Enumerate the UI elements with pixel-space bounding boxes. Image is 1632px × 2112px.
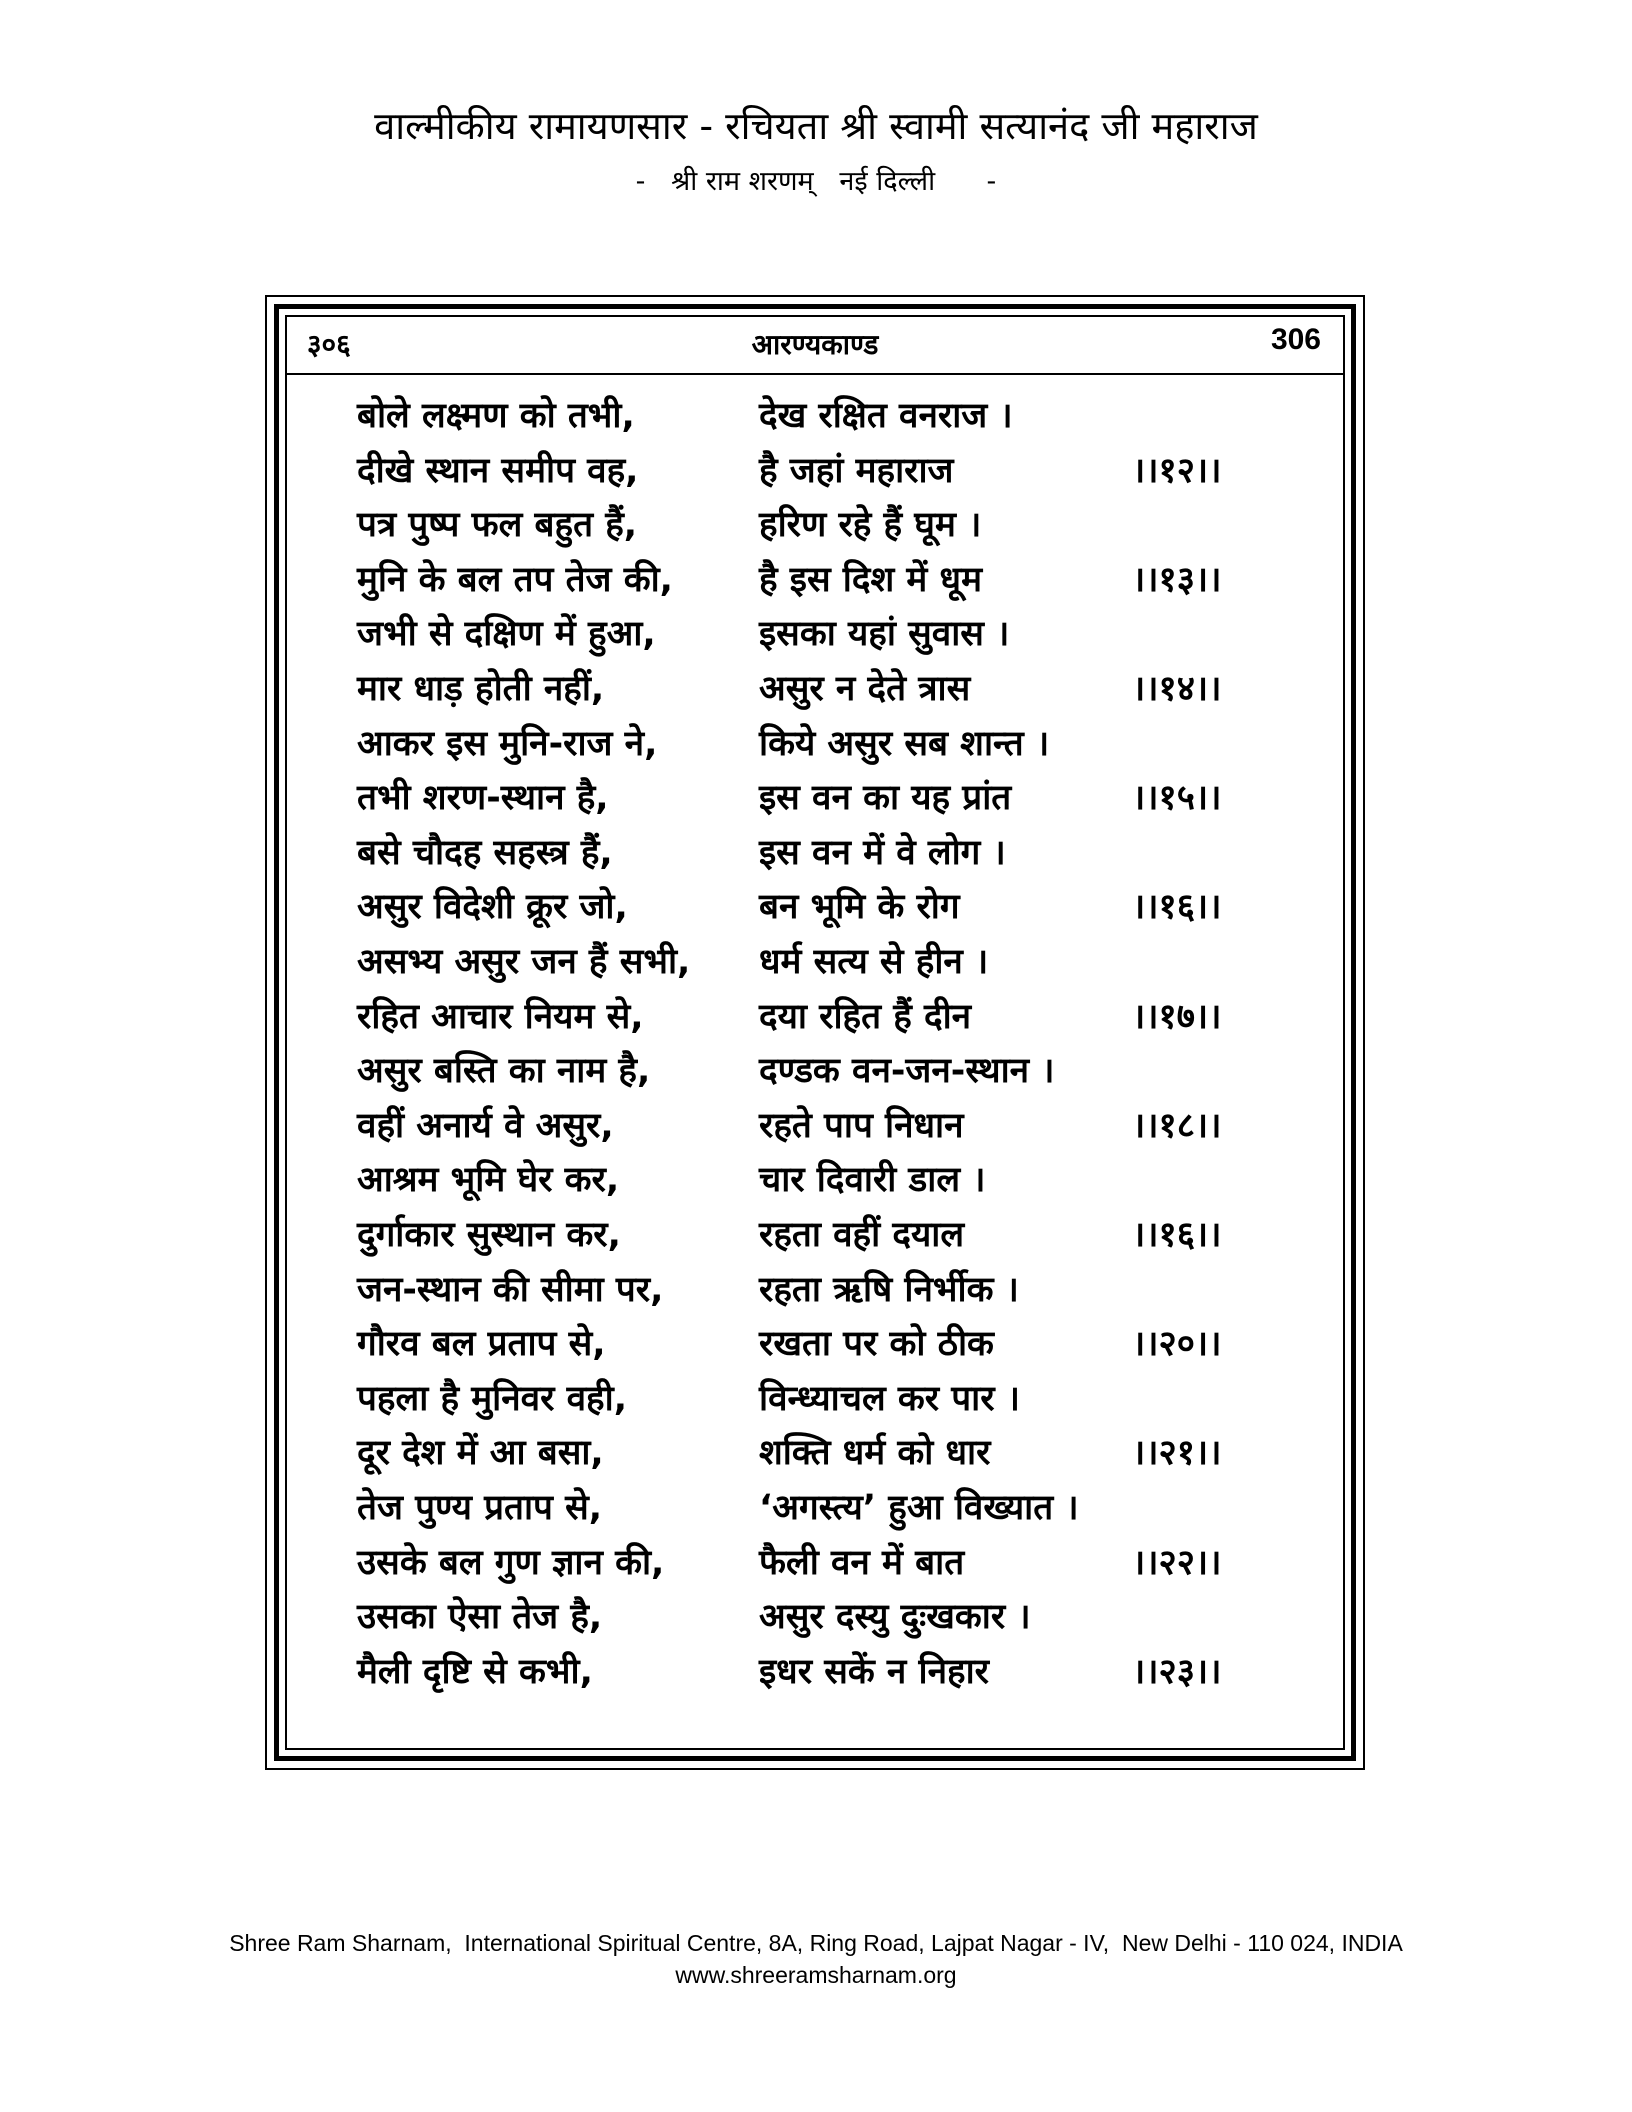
verse-line [287,662,1343,717]
verse-line [287,1263,1343,1318]
verse-second-half: ‘अगस्त्य’ हुआ विख्यात । [759,1488,1079,1528]
document-title: वाल्मीकीय रामायणसार - रचियता श्री स्वामी सत्यानंद जी महाराज [374,104,1258,148]
verse-second-half: शक्ति धर्म को धार [759,1433,991,1474]
verse-number: ।।१३।। [1132,559,1222,600]
section-title: आरण्यकाण्ड [751,328,879,361]
page-number: 306 [1270,323,1321,356]
verse-first-half: जन-स्थान की सीमा पर, [357,1269,664,1310]
verse-line [287,880,1343,935]
verse-first-half: आकर इस मुनि-राज ने, [357,723,658,764]
verse-line [287,1426,1343,1481]
verse-first-half: वहीं अनार्य वे असुर, [357,1105,614,1146]
verse-second-half: दया रहित हैं दीन [759,996,972,1037]
verse-second-half: देख रक्षित वनराज । [759,396,1013,436]
verse-first-half: तभी शरण-स्थान है, [357,778,609,819]
verse-line [287,1317,1343,1372]
verse-second-half: किये असुर सब शान्त । [759,723,1050,764]
verse-first-half: आश्रम भूमि घेर कर, [357,1160,620,1201]
verse-first-half: मैली दृष्टि से कभी, [357,1651,593,1692]
verse-first-half: असुर बस्ति का नाम है, [357,1051,651,1092]
verse-second-half: बन भूमि के रोग [759,887,960,928]
verse-line [287,1481,1343,1536]
verse-second-half: धर्म सत्य से हीन । [759,942,989,982]
verse-first-half: जभी से दक्षिण में हुआ, [357,614,656,655]
verse-first-half: असुर विदेशी क्रूर जो, [357,887,628,928]
page-frame [265,295,1365,1770]
verse-line [287,717,1343,772]
verse-first-half: बसे चौदह सहस्त्र हैं, [357,832,613,873]
verse-line [287,826,1343,881]
verse-line [287,1645,1343,1700]
verse-number: ।।२०।। [1132,1324,1222,1365]
verse-line [287,935,1343,990]
verse-line [287,444,1343,499]
verse-second-half: रहता वहीं दयाल [759,1215,965,1255]
verse-line [287,1044,1343,1099]
document-subtitle: - श्री राम शरणम् नई दिल्ली - [635,166,997,197]
verse-first-half: उसका ऐसा तेज है, [357,1597,603,1638]
verse-line [287,1153,1343,1208]
verse-second-half: फैली वन में बात [759,1542,965,1583]
verse-first-half: पत्र पुष्प फल बहुत हैं, [357,505,638,546]
verse-first-half: मुनि के बल तप तेज की, [357,559,673,600]
verse-line [287,607,1343,662]
verse-number: ।।१८।। [1132,1105,1222,1146]
verse-first-half: पहला है मुनिवर वही, [357,1378,628,1419]
verse-line [287,990,1343,1045]
footer-address: Shree Ram Sharnam, International Spiritual Centre, 8A, Ring Road, Lajpat Nagar - IV, New Delhi - 110 024, INDIA [229,1930,1403,1956]
verse-first-half: तेज पुण्य प्रताप से, [357,1488,603,1528]
verse-number: ।।१६।। [1132,887,1222,928]
verse-second-half: है जहां महाराज [759,450,954,491]
verse-line [287,1372,1343,1427]
verse-second-half: रखता पर को ठीक [759,1324,994,1365]
verse-first-half: उसके बल गुण ज्ञान की, [357,1542,665,1583]
verse-second-half: असुर दस्यु दुःखकार । [759,1597,1031,1638]
verse-first-half: दुर्गाकार सुस्थान कर, [357,1215,621,1255]
verse-second-half: चार दिवारी डाल । [759,1160,986,1201]
verse-number: ।।१४।। [1132,669,1222,709]
verse-number: ।।२१।। [1132,1433,1222,1474]
verse-line [287,1099,1343,1154]
verse-line [287,1590,1343,1645]
verse-line [287,1536,1343,1591]
verse-line [287,553,1343,608]
verse-number: ।।१२।। [1132,450,1222,491]
verse-first-half: दूर देश में आ बसा, [357,1433,604,1474]
verse-second-half: इस वन में वे लोग । [759,832,1006,873]
verse-first-half: बोले लक्ष्मण को तभी, [357,396,635,436]
verse-number: ।।१६।। [1132,1215,1222,1255]
verse-second-half: है इस दिश में धूम [759,559,983,600]
verse-first-half: मार धाड़ होती नहीं, [357,669,605,709]
verse-line [287,1208,1343,1263]
page-frame-border [274,304,1356,1761]
verse-second-half: इसका यहां सुवास । [759,614,1010,655]
footer-website: www.shreeramsharnam.org [675,1962,957,1988]
page-number-hindi: ३०६ [307,328,351,361]
verse-second-half: इस वन का यह प्रांत [759,778,1012,819]
verse-second-half: रहते पाप निधान [759,1105,964,1146]
page-content-box [285,315,1345,1750]
verse-second-half: इधर सकें न निहार [759,1651,990,1692]
verse-number: ।।२२।। [1132,1542,1222,1583]
page-header [287,317,1343,375]
verse-second-half: रहता ऋषि निर्भीक । [759,1269,1019,1310]
verse-line [287,389,1343,444]
verse-first-half: असभ्य असुर जन हैं सभी, [357,942,691,982]
verse-second-half: विन्ध्याचल कर पार । [759,1378,1020,1419]
verse-number: ।।१५।। [1132,778,1222,819]
verse-second-half: दण्डक वन-जन-स्थान । [759,1051,1055,1092]
verse-first-half: दीखे स्थान समीप वह, [357,450,639,491]
verse-first-half: रहित आचार नियम से, [357,996,644,1037]
verse-second-half: असुर न देते त्रास [759,669,971,709]
verse-line [287,498,1343,553]
verse-line [287,771,1343,826]
verse-first-half: गौरव बल प्रताप से, [357,1324,606,1365]
verse-second-half: हरिण रहे हैं घूम । [759,505,982,546]
verse-number: ।।२३।। [1132,1651,1222,1692]
verse-number: ।।१७।। [1132,996,1222,1037]
